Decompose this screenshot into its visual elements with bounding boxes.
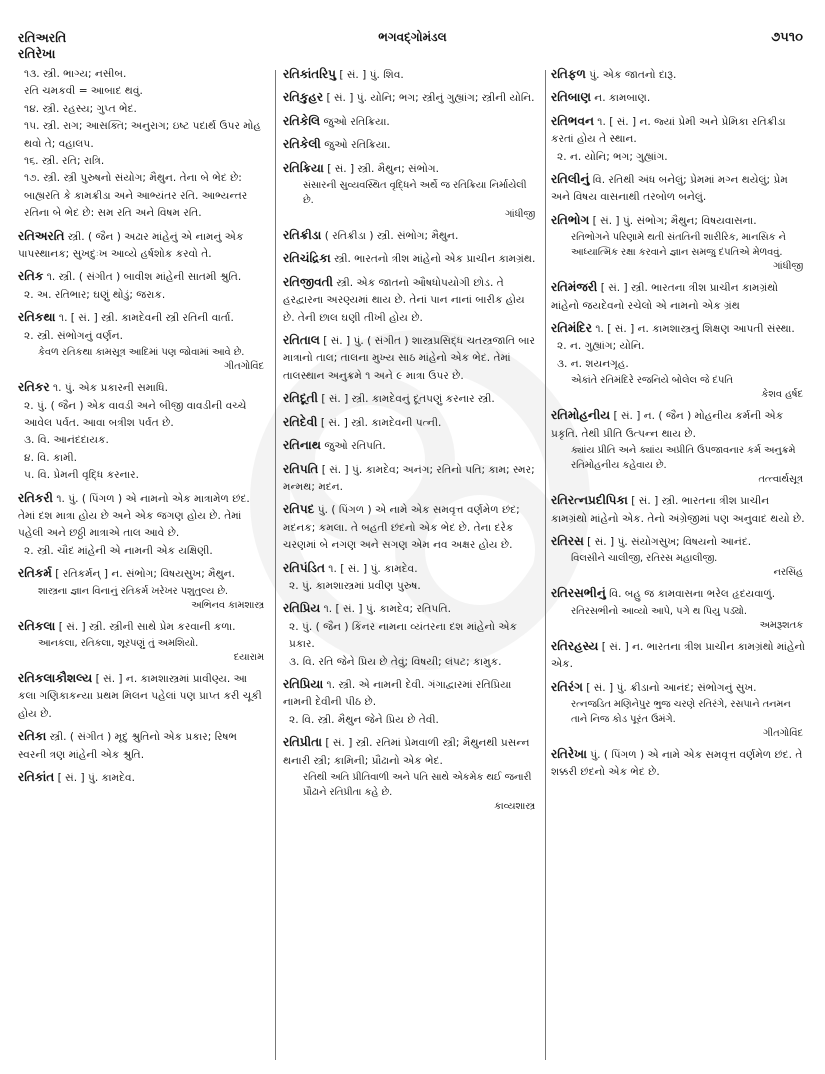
quote-source: અમરૂશતક bbox=[759, 619, 803, 631]
dictionary-entry bbox=[551, 585, 807, 632]
dictionary-entry bbox=[18, 490, 268, 561]
quote-source: ગાંધીજી bbox=[773, 261, 803, 273]
definition-text: જુઓ રતિક્રિયા. bbox=[324, 139, 391, 152]
entry-headword: રતિપ્રીતા bbox=[283, 735, 322, 750]
definition-text: [ સં. ] સ્ત્રી. રતિમાં પ્રેમવાળી સ્ત્રી; મૈથુનથી પ્રસન્ન થનારી સ્ત્રી; કામિની; પ્રૌઢાનો એક ભેદ. bbox=[283, 737, 530, 767]
definition-text: [ સં. ] પું. સંયોગસુખ; વિષયનો આનંદ. bbox=[587, 535, 752, 548]
definition-text: ૧. [ સં. ] પું. કામદેવ. bbox=[328, 562, 418, 575]
definition-text: ( રતિક્રીડા ) સ્ત્રી. સંભોગ; મૈથુન. bbox=[324, 230, 459, 243]
column-divider bbox=[545, 70, 546, 1060]
entry-headword: રતિભવન bbox=[551, 113, 594, 128]
dictionary-entry bbox=[551, 533, 807, 580]
entry-headword: રતિકર bbox=[18, 380, 50, 395]
entry-definition: ૩. ન. શયનગૃહ. bbox=[557, 357, 629, 370]
definition-text: [ સં. ] પું. યોનિ; ભગ; સ્ત્રીનું ગુહ્યાંગ; સ્ત્રીની યોનિ. bbox=[326, 92, 535, 105]
definition-text: સ્ત્રી. એક જાતનો ઔષધોપયોગી છોડ. તે હરદ્વારના અરણ્યમાં થાય છે. તેનાં પાન નાનાં બારીક હોય છે. તેની છાલ ઘણી તીખી હોય છે. bbox=[283, 276, 525, 324]
entry-definition bbox=[283, 437, 539, 455]
quote-source: નરસિંહ bbox=[773, 567, 803, 579]
entry-definition bbox=[283, 560, 539, 578]
entry-definition bbox=[283, 676, 539, 712]
entry-headword: રતિનાથ bbox=[283, 438, 321, 453]
definition-text: ૧. [ સં. ] પું. કામદેવ; રતિપતિ. bbox=[323, 603, 451, 616]
dictionary-entry bbox=[283, 560, 539, 596]
quote-source: તત્ત્વાર્થસૂત્ર bbox=[758, 474, 803, 486]
dictionary-entry bbox=[283, 66, 539, 84]
definition-text: [ સં. ] સ્ત્રી. સ્ત્રીની સાથે પ્રેમ કરવાની કળા. bbox=[58, 620, 236, 633]
quote-source: કાવ્યશાસ્ત્ર bbox=[494, 801, 535, 812]
entry-headword: રતિપતિ bbox=[283, 461, 319, 476]
entry-headword: રતિકુહર bbox=[283, 90, 324, 105]
quote-source: દયારામ bbox=[233, 651, 264, 663]
entry-definition: ૨. ન. યોનિ; ભગ; ગુહ્યાંગ. bbox=[557, 150, 668, 163]
usage-quote: રતિથી અતિ પ્રીતિવાળી અને પતિ સાથે એકમેક થઈ જનારી પ્રૌઢાને રતિપ્રીતા કહે છે. bbox=[303, 772, 532, 798]
definition-text: [ સં. ] સ્ત્રી. મૈથુન; સંભોગ. bbox=[327, 162, 439, 175]
page-number: ૭૫૧૦ bbox=[771, 30, 803, 45]
definition-text: સ્ત્રી. ( સંગીત ) મૃદુ શ્રુતિનો એક પ્રકાર; રિષભ સ્વરની ત્રણ માંહેની એક શ્રુતિ. bbox=[18, 731, 237, 761]
dictionary-entry bbox=[18, 379, 268, 484]
entry-headword: રતિપદ bbox=[283, 502, 315, 517]
entry-headword: રતિકા bbox=[18, 729, 47, 744]
column-divider bbox=[275, 70, 276, 1060]
dictionary-entry bbox=[18, 728, 268, 764]
entry-definition: ૨. પું. ( જૈન ) એક વાવડી અને બીજી વાવડીની વચ્ચે આવેલ પર્વત. આવા બત્રીશ પર્વત છે. bbox=[24, 399, 247, 429]
entry-definition bbox=[283, 89, 539, 107]
column-2 bbox=[283, 66, 539, 819]
definition-text: [ સં. ] ન. ( જૈન ) મોહનીય કર્મની એક પ્રકૃતિ. તેથી પ્રીતિ ઉત્પન્ન થાય છે. bbox=[551, 410, 784, 440]
entry-definition: ૫. વિ. પ્રેમની વૃદ્ધિ કરનાર. bbox=[24, 469, 139, 482]
dictionary-entry bbox=[283, 136, 539, 154]
guide-word-last: રતિરેખા bbox=[18, 46, 56, 61]
entry-headword: રતિપંડિત bbox=[283, 560, 325, 575]
guide-word-first: રતિઅરતિ bbox=[18, 30, 67, 45]
entry-headword: રતિકથા bbox=[18, 310, 56, 325]
entry-definition bbox=[283, 250, 539, 268]
definition-text: ૧. પું. ( પિંગળ ) એ નામનો એક માત્રામેળ છંદ. તેમાં દશ માત્રા હોય છે અને એક જગણ હોય છે. તેમાં પહેલી અને છઠ્ઠી માત્રાએ તાલ આવે છે. bbox=[18, 492, 250, 540]
entry-definition bbox=[18, 769, 268, 787]
entry-headword: રતિક્રીડા bbox=[283, 228, 322, 243]
entry-definition bbox=[18, 618, 268, 636]
entry-headword: રતિમંજરી bbox=[551, 280, 598, 295]
entry-definition bbox=[551, 89, 807, 107]
definition-text: જુઓ રતિક્રિયા. bbox=[323, 115, 390, 128]
definition-text: [ સં. ] સ્ત્રી. કામદેવનું દૂતપણું કરનાર સ્ત્રી. bbox=[321, 393, 495, 406]
entry-definition bbox=[283, 113, 539, 131]
usage-quote: કેવળ રતિકથા કામસૂત્ર આદિમાં પણ જોવામાં આવે છે. bbox=[38, 347, 245, 359]
entry-definition bbox=[551, 746, 807, 782]
entry-headword: રતિચંદ્રિકા bbox=[283, 251, 331, 266]
dictionary-entry bbox=[551, 320, 807, 402]
entry-headword: રતિરસ bbox=[551, 533, 584, 548]
entry-headword: રતિકેલી bbox=[283, 137, 321, 152]
entry-definition bbox=[283, 390, 539, 408]
definition-text: [ સં. ] પું. કામદેવ. bbox=[57, 772, 135, 784]
entry-definition bbox=[551, 320, 807, 338]
entry-headword: રતિરહસ્ય bbox=[551, 638, 599, 653]
usage-quote: રતિરસભીનો આવ્યો આપે, પગે થ પિયુ પડ્યો. bbox=[571, 605, 747, 617]
usage-quote: રતિભોગને પરિણામે થતી સંતતિની શારીરિક, માનસિક ને આધ્યાત્મિક રક્ષા કરવાને જ્ઞાન સમજુ દંપતિએ મેળવવું. bbox=[571, 232, 786, 259]
entry-definition bbox=[551, 171, 807, 207]
entry-definition: ૨. પું. ( જૈન ) કિંનર નામના વ્યંતરના દશ માંહેનો એક પ્રકાર. bbox=[289, 620, 518, 651]
dictionary-entry bbox=[18, 228, 268, 264]
entry-definition bbox=[283, 160, 539, 178]
entry-headword: રતિકલાકૌશલ્ય bbox=[18, 670, 93, 685]
entry-headword: રતિપ્રિય bbox=[283, 601, 321, 616]
quote-source: અભિનવ કામશાસ્ત્ર bbox=[191, 599, 264, 611]
entry-headword: રતિકલા bbox=[18, 618, 56, 633]
dictionary-entry bbox=[18, 268, 268, 304]
entry-headword: રતિજીવતી bbox=[283, 274, 333, 289]
entry-definition bbox=[18, 268, 268, 286]
definition-text: વિ. રતિથી અંધ બનેલું; પ્રેમમાં મગ્ન થયેલું; પ્રેમ અને વિષય વાસનાથી તરબોળ બનેલું. bbox=[551, 174, 788, 204]
quote-source: ગીતગોવિંદ bbox=[763, 727, 803, 739]
entry-definition bbox=[551, 492, 807, 528]
entry-definition bbox=[283, 461, 539, 497]
dictionary-entry bbox=[551, 746, 807, 782]
entry-definition: ૨. સ્ત્રી. ચૌદ માંહેની એ નામની એક યક્ષિણી. bbox=[24, 544, 213, 557]
dictionary-entry bbox=[283, 734, 539, 814]
dictionary-entry bbox=[283, 676, 539, 729]
dictionary-entry bbox=[18, 618, 268, 665]
entry-headword: રતિતાલ bbox=[283, 333, 320, 348]
definition-text: જુઓ રતિપતિ. bbox=[324, 440, 386, 453]
entry-headword: રતિલીનું bbox=[551, 172, 590, 187]
usage-quote: એકાંતે રતિમંદિરે રજનિયે બોલેલ જે દંપતિ bbox=[571, 375, 733, 387]
dictionary-entry bbox=[551, 89, 807, 107]
entry-definition: ૨. ન. ગુહ્યાંગ; યોનિ. bbox=[557, 340, 645, 353]
dictionary-entry bbox=[18, 66, 268, 223]
entry-headword: રતિરત્નપ્રદીપિકા bbox=[551, 493, 628, 508]
column-1 bbox=[18, 66, 268, 792]
entry-definition bbox=[551, 407, 807, 443]
dictionary-entry bbox=[283, 501, 539, 554]
entry-definition bbox=[283, 227, 539, 245]
dictionary-title: ભગવદ્ગોમંડલ bbox=[378, 30, 447, 44]
entry-headword: રતિકર્મ bbox=[18, 566, 52, 581]
definition-text: પું. ( પિંગળ ) એ નામે એક સમવૃત્ત વર્ણમેળ છંદ. તે શક્કરી છંદનો એક ભેદ છે. bbox=[551, 748, 803, 779]
dictionary-entry bbox=[283, 89, 539, 107]
entry-headword: રતિમોહનીય bbox=[551, 408, 611, 423]
entry-headword: રતિક bbox=[18, 269, 44, 284]
entry-headword: રતિભોગ bbox=[551, 212, 590, 227]
entry-definition bbox=[18, 728, 268, 764]
definition-text: [ સં. ] સ્ત્રી. ભારતના ત્રીશ પ્રાચીન કામગ્રંથો માંહેનો એક. તેનો અંગ્રેજીમાં પણ અનુવાદ થયો છે. bbox=[551, 495, 805, 525]
entry-headword: રતિદૂતી bbox=[283, 391, 318, 406]
entry-definition: ૨. પું. કામશાસ્ત્રમાં પ્રવીણ પુરુષ. bbox=[289, 579, 421, 592]
entry-definition bbox=[283, 734, 539, 770]
definition-text: [ સં. ] પું. કામદેવ; અનંગ; રતિનો પતિ; કામ; સ્મર; મન્મથ; મદન. bbox=[283, 463, 535, 493]
definition-text: સ્ત્રી. ભારતનો ત્રીશ માંહેનો એક પ્રાચીન કામગ્રંથ. bbox=[334, 253, 536, 266]
entry-definition: ૪. વિ. કામી. bbox=[24, 451, 77, 464]
quote-source: ગાંધીજી bbox=[505, 209, 535, 221]
definition-text: ન. કામબાણ. bbox=[594, 92, 651, 105]
entry-definition bbox=[18, 565, 268, 583]
entry-definition bbox=[551, 212, 807, 230]
usage-quote: સંસારની સુવ્યવસ્થિત વૃદ્ધિને અર્થે જ રતિક્રિયા નિર્માયેલી છે. bbox=[303, 180, 527, 207]
definition-text: [ સં. ] સ્ત્રી. ભારતના ત્રીશ પ્રાચીન કામગ્રંથો માંહેનો જયદેવનો રચેલો એ નામનો એક ગ્રંથ bbox=[551, 282, 779, 312]
entry-definition bbox=[18, 490, 268, 543]
dictionary-entry bbox=[18, 769, 268, 787]
entry-definition: ૨. સ્ત્રી. સંભોગનું વર્ણન. bbox=[24, 329, 123, 342]
dictionary-entry bbox=[551, 212, 807, 274]
entry-definition: ૧૩. સ્ત્રી. ભાગ્ય; નસીબ. bbox=[24, 68, 127, 80]
entry-headword: રતિરેખા bbox=[551, 746, 587, 761]
entry-definition bbox=[283, 274, 539, 327]
definition-text: [ સં. ] પું. શિવ. bbox=[339, 69, 404, 81]
dictionary-entry bbox=[283, 250, 539, 268]
dictionary-entry bbox=[18, 670, 268, 723]
entry-definition bbox=[283, 501, 539, 554]
entry-headword: રતિરસભીનું bbox=[551, 586, 606, 601]
dictionary-entry bbox=[283, 160, 539, 222]
definition-text: ૧. પું. એક પ્રકારની સમાધિ. bbox=[52, 382, 168, 395]
definition-text: ૧. [ સં. ] ન. કામશાસ્ત્રનું શિક્ષણ આપતી સંસ્થા. bbox=[595, 323, 795, 336]
definition-text: [ સં. ] પું. ક્રીડાનો આનંદ; સંભોગનું સુખ. bbox=[586, 681, 757, 694]
entry-definition bbox=[283, 136, 539, 154]
entry-headword: રતિમંદિર bbox=[551, 321, 592, 336]
definition-text: પું. ( પિંગળ ) એ નામે એક સમવૃત્ત વર્ણમેળ છંદ; મદનક; કમલા. તે બહતી છંદનો એક ભેદ છે. તેના દરેક ચરણમાં બે નગણ અને સગણ એમ નવ અક્ષર હોય છે. bbox=[283, 504, 520, 552]
entry-headword: રતિકાંત bbox=[18, 770, 55, 784]
dictionary-entry bbox=[283, 113, 539, 131]
entry-definition bbox=[551, 533, 807, 551]
entry-definition bbox=[283, 332, 539, 385]
dictionary-entry bbox=[283, 461, 539, 497]
dictionary-entry bbox=[283, 414, 539, 432]
usage-quote: રત્નજડિત મણિનેપુર ભુજ ચરણે રતિરંગે, રસપાને તનમન તાને નિજ કોડ પૂરંત ઉમંગે. bbox=[571, 698, 791, 725]
dictionary-entry bbox=[551, 66, 807, 84]
definition-text: પું. એક જાતનો દારૂ. bbox=[589, 69, 677, 81]
dictionary-entry bbox=[283, 437, 539, 455]
dictionary-entry bbox=[283, 332, 539, 385]
entry-definition bbox=[18, 379, 268, 397]
usage-quote: ક્યાંય પ્રીતિ અને ક્યાંય અપ્રીતિ ઉપજાવનાર કર્મ અનુક્રમે રતિમોહનીય કહેવાય છે. bbox=[571, 445, 796, 472]
definition-text: [ સં. ] ન. કામશાસ્ત્રમાં પ્રાવીણ્ય. આ કલા ગણિકાકન્યા પ્રથમ મિલન પહેલાં પણ પ્રાપ્ત કરી ચૂકી હોય છે. bbox=[18, 672, 262, 720]
dictionary-entry bbox=[283, 390, 539, 408]
entry-headword: રતિકરી bbox=[18, 490, 53, 505]
dictionary-entry bbox=[18, 309, 268, 374]
entry-definition bbox=[283, 66, 539, 84]
entry-definition: ૧૬. સ્ત્રી. રતિ; રાત્રિ. bbox=[24, 155, 105, 168]
definition-text: [ સં. ] સ્ત્રી. કામદેવની પત્ની. bbox=[320, 416, 442, 429]
entry-headword: રતિપ્રિયા bbox=[283, 676, 324, 691]
entry-headword: રતિક્રિયા bbox=[283, 160, 324, 175]
entry-headword: રતિકાંતરિપુ bbox=[283, 67, 336, 81]
dictionary-entry bbox=[18, 565, 268, 612]
definition-text: ૧. સ્ત્રી. એ નામની દેવી. ગંગાદ્વારમાં રતિપ્રિયા નામની દેવીની પીઠ છે. bbox=[283, 678, 512, 709]
definition-text: [ સં. ] ન. ભારતના ત્રીશ પ્રાચીન કામગ્રંથો માંહેનો એક. bbox=[551, 640, 806, 671]
entry-headword: રતિબાણ bbox=[551, 90, 591, 105]
definition-text: ૧. [ સં. ] ન. જ્યાં પ્રેમી અને પ્રેમિકા રતિક્રીડા કરતાં હોય તે સ્થાન. bbox=[551, 115, 786, 146]
entry-headword: રતિદેવી bbox=[283, 414, 318, 429]
dictionary-entry bbox=[283, 227, 539, 245]
entry-definition: ૩. વિ. આનંદદાયક. bbox=[24, 434, 109, 447]
entry-definition bbox=[551, 585, 807, 603]
definition-text: વિ. બહુ જ કામવાસના ભરેલ હૃદયવાળું. bbox=[609, 588, 776, 601]
entry-definition bbox=[551, 679, 807, 697]
usage-quote: આનકલા, રતિકલા, શૂરપણું તું અમશિયો. bbox=[38, 637, 199, 649]
page-header bbox=[0, 26, 825, 66]
entry-definition: ૧૭. સ્ત્રી. સ્ત્રી પુરુષનો સંયોગ; મૈથુન. તેના બે ભેદ છે: બાહ્યરતિ કે કામક્રીડા અને આભ્યંતર રતિ. આભ્યન્તર રતિના બે ભેદ છે: સમ રતિ અને વિષમ રતિ. bbox=[24, 172, 248, 220]
dictionary-entry bbox=[551, 407, 807, 487]
dictionary-entry bbox=[551, 638, 807, 674]
definition-text: [ સં. ] પું. સંભોગ; મૈથુન; વિષયવાસના. bbox=[592, 214, 757, 227]
entry-headword: રતિફળ bbox=[551, 67, 586, 81]
entry-definition: ૧૫. સ્ત્રી. રાગ; આસક્તિ; અનુરાગ; ઇષ્ટ પદાર્થ ઉપર મોહ થવો તે; વહાલપ. bbox=[24, 120, 261, 150]
definition-text: ૧. સ્ત્રી. ( સંગીત ) બાવીશ માંહેની સાતમી શ્રુતિ. bbox=[46, 271, 242, 284]
entry-headword: રતિકેલિ bbox=[283, 113, 321, 128]
entry-definition bbox=[18, 309, 268, 327]
definition-text: ૧. [ સં. ] સ્ત્રી. કામદેવની સ્ત્રી રતિની વાર્તા. bbox=[58, 312, 234, 325]
usage-quote: વિલસીને ચાલીજી, રતિરસ મહાલીજી. bbox=[571, 553, 718, 565]
definition-text: સ્ત્રી. ( જૈન ) અઢાર માંહેનું એ નામનું એક પાપસ્થાનક; સુખદુઃખ આવ્યે હર્ષશોક કરવો તે. bbox=[18, 230, 244, 261]
dictionary-entry bbox=[551, 279, 807, 315]
definition-text: [ રતિકર્મન્ ] ન. સંભોગ; વિષયસુખ; મૈથુન. bbox=[55, 568, 235, 581]
entry-definition bbox=[551, 66, 807, 84]
entry-definition bbox=[18, 670, 268, 723]
dictionary-entry bbox=[551, 679, 807, 741]
dictionary-entry bbox=[283, 600, 539, 671]
usage-quote: શાસ્ત્રના જ્ઞાન વિનાનું રતિકર્મ ખરેખર પશુતુલ્ય છે. bbox=[38, 585, 229, 597]
entry-definition: ૩. વિ. રતિ જેને પ્રિય છે તેવું; વિષયી; લંપટ; કામુક. bbox=[289, 655, 502, 668]
entry-definition bbox=[18, 228, 268, 264]
entry-definition: ૧૪. સ્ત્રી. રહસ્ય; ગુપ્ત ભેદ. bbox=[24, 102, 137, 115]
entry-definition bbox=[551, 279, 807, 315]
dictionary-entry bbox=[551, 171, 807, 207]
entry-headword: રતિઅરતિ bbox=[18, 228, 65, 243]
definition-text: [ સં. ] પું. ( સંગીત ) શાસ્ત્રપ્રસિદ્ધ ચતસ્ત્રજાતિ બાર માત્રાનો તાલ; તાલના મુખ્ય સાઠ માંહેનો એક ભેદ. તેમાં તાલસ્થાન અનુક્રમે ૧ અને ૯ માત્રા ઉપર છે. bbox=[283, 335, 535, 382]
entry-definition: રતિ ચમકવી = આબાદ થવું. bbox=[24, 85, 143, 98]
entry-headword: રતિરંગ bbox=[551, 679, 583, 694]
dictionary-entry bbox=[283, 274, 539, 327]
dictionary-entry bbox=[551, 492, 807, 528]
dictionary-entry bbox=[551, 113, 807, 166]
entry-definition: ૨. અ. રતિભાર; ઘણું થોડું; જરાક. bbox=[24, 288, 166, 301]
entry-definition bbox=[551, 638, 807, 674]
entry-definition bbox=[551, 113, 807, 149]
quote-source: કેશવ હર્ષદ bbox=[761, 389, 803, 401]
entry-definition bbox=[283, 414, 539, 432]
quote-source: ગીતગોવિંદ bbox=[224, 361, 264, 373]
entry-definition: ૨. વિ. સ્ત્રી. મૈથુન જેને પ્રિય છે તેવી. bbox=[289, 713, 439, 726]
column-3 bbox=[551, 66, 807, 787]
entry-definition bbox=[283, 600, 539, 618]
